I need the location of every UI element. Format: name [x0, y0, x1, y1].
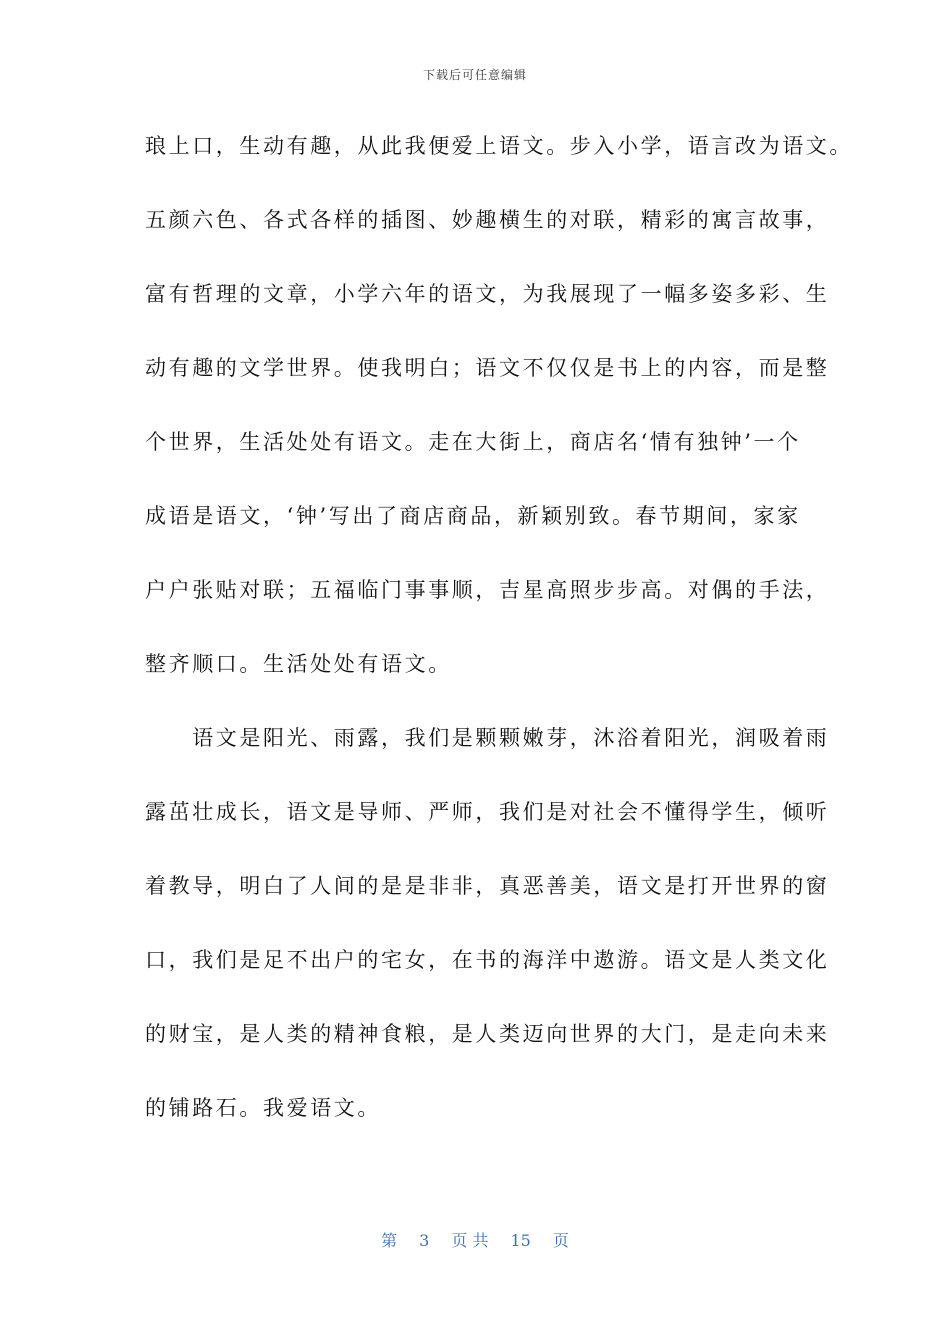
page-number-footer: [0, 1228, 950, 1251]
footer-prefix: 第: [381, 1231, 398, 1250]
text-line: 动有趣的文学世界。使我明白；语文不仅仅是书上的内容，而是整: [145, 356, 830, 380]
text-line: 着教导，明白了人间的是是非非，真恶善美，语文是打开世界的窗: [145, 874, 830, 898]
header-note: 下载后可任意编辑: [422, 68, 527, 82]
text-line: 成语是语文，‘钟’写出了商店商品，新颖别致。春节期间，家家: [145, 504, 801, 528]
text-line: 五颜六色、各式各样的插图、妙趣横生的对联，精彩的寓言故事，: [145, 208, 830, 232]
text-line: 的财宝，是人类的精神食粮，是人类迈向世界的大门，是走向未来: [145, 1022, 830, 1046]
text-line: 富有哲理的文章，小学六年的语文，为我展现了一幅多姿多彩、生: [145, 282, 830, 306]
text-line: 的铺路石。我爱语文。: [145, 1096, 381, 1120]
text-line: 整齐顺口。生活处处有语文。: [145, 652, 452, 676]
text-line: 琅上口，生动有趣，从此我便爱上语文。步入小学，语言改为语文。: [145, 134, 853, 158]
footer-suffix: 页: [552, 1231, 569, 1250]
text-line: 户户张贴对联；五福临门事事顺，吉星高照步步高。对偶的手法，: [145, 578, 830, 602]
text-line: 露茁壮成长，语文是导师、严师，我们是对社会不懂得学生，倾听: [145, 800, 830, 824]
total-pages-number: 15: [510, 1231, 531, 1250]
text-line: 语文是阳光、雨露，我们是颗颗嫩芽，沐浴着阳光，润吸着雨: [145, 726, 830, 750]
footer-middle: 页 共: [451, 1231, 489, 1250]
body-text: [145, 128, 853, 1164]
current-page-number: 3: [419, 1231, 430, 1250]
text-line: 口，我们是足不出户的宅女，在书的海洋中遨游。语文是人类文化: [145, 948, 830, 972]
text-line: 个世界，生活处处有语文。走在大街上，商店名‘情有独钟’一个: [145, 430, 801, 454]
